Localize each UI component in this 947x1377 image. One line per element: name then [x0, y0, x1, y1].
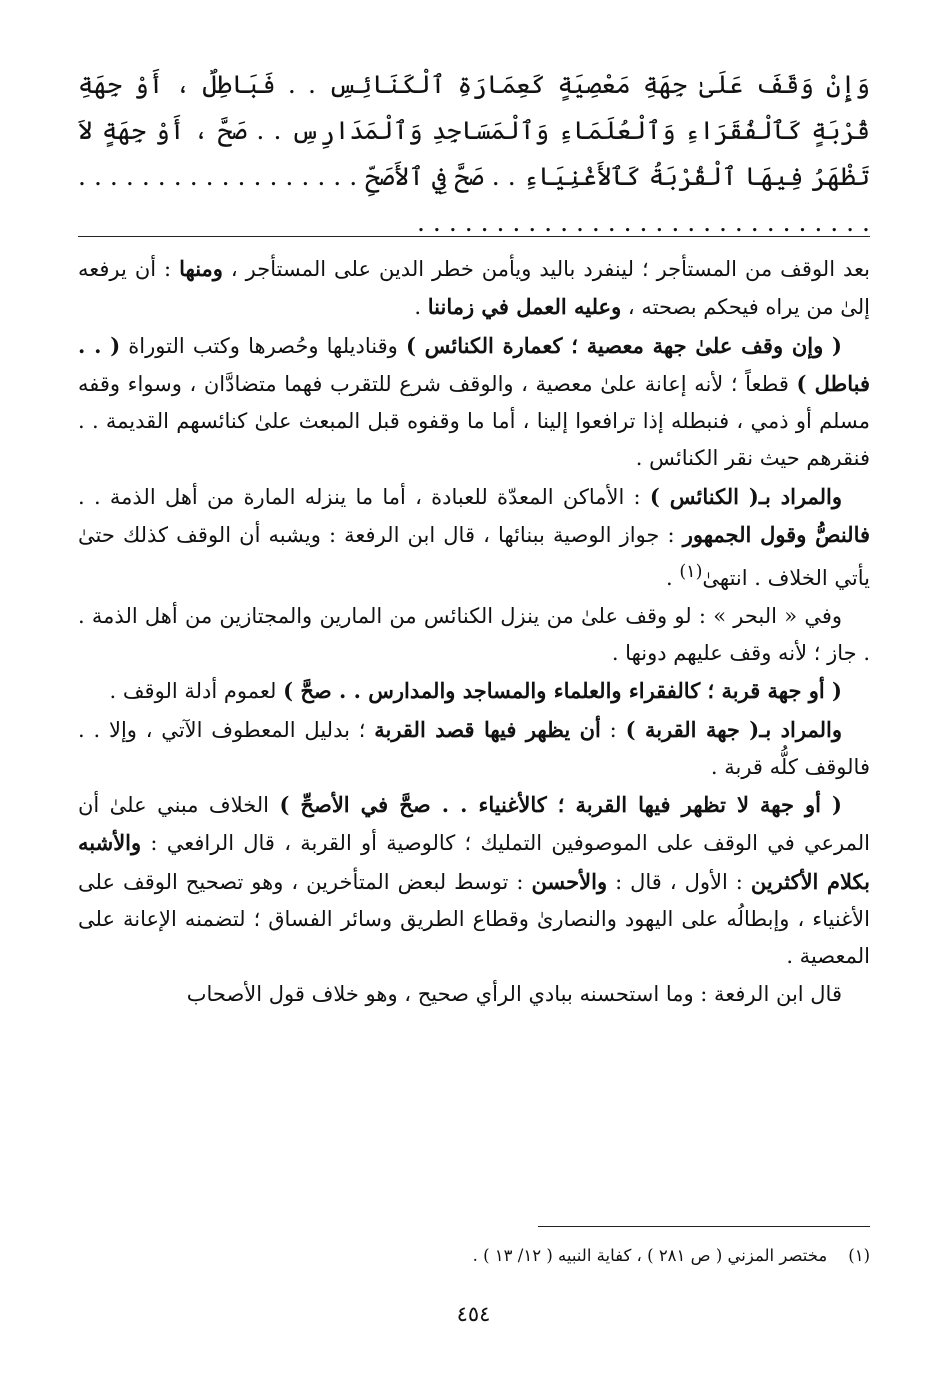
- bold-run: والأشبه بكلام الأكثرين: [78, 830, 870, 894]
- text-run: قال ابن الرفعة : وما استحسنه ببادي الرأي صحيح ، وهو خلاف قول الأصحاب: [186, 981, 842, 1006]
- bold-run: ( . . فباطل ): [78, 332, 870, 396]
- page-number: ٤٥٤: [456, 1302, 491, 1326]
- commentary-block: [78, 250, 870, 1013]
- text-run: .: [414, 295, 428, 320]
- text-run: :: [600, 717, 626, 742]
- text-run: بعد الوقف من المستأجر ؛ لينفرد باليد ويأمن خطر الدين على المستأجر ،: [222, 257, 870, 281]
- bold-run: فالنصُّ وقول الجمهور: [682, 522, 871, 548]
- text-run: وفي « البحر » : لو وقف علىٰ من ينزل الكنائس من المارين والمجتازين من أهل الذمة . . جاز ؛ لأنه وقف عليهم دونها .: [78, 603, 870, 665]
- text-run: الخلاف مبني علىٰ أن المرعي في الوقف على الموصوفين التمليك ؛ كالوصية أو القربة ، قال الرافعي :: [78, 793, 870, 856]
- text-run: لعموم أدلة الوقف .: [109, 679, 284, 704]
- bold-run: والمراد بـ( الكنائس ): [649, 483, 843, 509]
- matn-dots: . . . . . . . . . . . . . . . . . . . . . . . . . . . . . . . . . . . . . . . . . . . . . .: [78, 162, 870, 237]
- text-run: : الأول ، قال :: [607, 869, 751, 894]
- commentary-paragraph-5: [78, 672, 870, 710]
- commentary-paragraph-8: [78, 976, 870, 1013]
- text-run: ؛ بدليل المعطوف الآتي ، وإلا . . فالوقف كلُّه قربة .: [78, 717, 870, 779]
- footnote-number: (١): [848, 1246, 870, 1265]
- bold-run: أن يظهر فيها قصد القربة: [374, 716, 601, 742]
- bold-run: ( أو جهة قربة ؛ كالفقراء والعلماء والمساجد والمدارس . . صحَّ ): [283, 678, 842, 704]
- bold-run: ( أو جهة لا تظهر فيها القربة ؛ كالأغنياء . . صحَّ في الأصحِّ ): [279, 792, 842, 818]
- text-run: : الأماكن المعدّة للعبادة ، أما ما ينزله المارة من أهل الذمة . .: [78, 484, 650, 509]
- text-run: : أن يرفعه إلىٰ من يراه فيحكم بصحته ،: [78, 257, 870, 320]
- bold-run: والأحسن: [531, 868, 608, 894]
- bold-run: ومنها: [179, 256, 223, 281]
- bold-run: وعليه العمل في زماننا: [427, 294, 622, 320]
- commentary-paragraph-7: [78, 786, 870, 975]
- footnote-separator-line: [538, 1226, 870, 1227]
- bold-run: والمراد بـ( جهة القربة ): [625, 716, 842, 742]
- matn-text: [78, 62, 870, 246]
- matn-line-3: ٱلأَصَحِّ .: [349, 162, 424, 191]
- commentary-paragraph-1: [78, 250, 870, 327]
- text-run: : توسط لبعض المتأخرين ، وهو تصحيح الوقف على الأغنياء ، وإبطالُه على اليهود والنصارىٰ وقطاع الطريق وسائر الفساق ؛ لتضمنه الإعانة على المعصية .: [78, 869, 870, 969]
- footnote: [78, 1244, 870, 1268]
- matn-line-1: وَإِنْ وَقَفَ عَلَىٰ جِهَةِ مَعْصِيَةٍ كَعِمَارَةِ ٱلْكَنَائِسِ . . فَبَاطِلٌ ، أَوْ جِهَةِ قُرْبَةٍ كَٱلْفُقَرَاءِ وَٱلْعُلَمَاءِ: [78, 70, 870, 145]
- commentary-paragraph-6: [78, 711, 870, 787]
- commentary-paragraph-2: [78, 327, 870, 478]
- commentary-paragraph-4: [78, 598, 870, 673]
- bold-run: ( وإن وقف علىٰ جهة معصية ؛ كعمارة الكنائس ): [405, 332, 842, 358]
- text-run: قطعاً ؛ لأنه إعانة علىٰ معصية ، والوقف شرع للتقرب فهما متضادَّان ، وسواء وقفه مسلم أو ذمي ، فنبطله إذا ترافعوا إلينا ، أما ما وقفوه قبل المبعث علىٰ كنائسهم القديمة . . فنقرهم حيث نقر الكنائس .: [78, 371, 870, 471]
- matn-separator-line: [78, 236, 870, 237]
- matn-block: [78, 62, 870, 246]
- text-run: .: [665, 566, 680, 591]
- footnote-text: مختصر المزني ( ص ٢٨١ ) ، كفاية النبيه ( ١٢/ ١٣ ) .: [472, 1246, 828, 1265]
- commentary-paragraph-3: [78, 478, 870, 598]
- text-run: : جواز الوصية ببنائها ، قال ابن الرفعة : ويشبه أن الوقف كذلك حتىٰ يأتي الخلاف . انتهىٰ: [78, 523, 870, 591]
- text-run: وقناديلها وحُصرها وكتب التوراة: [120, 333, 406, 358]
- matn-line-2: وَٱلْمَسَاجِدِ وَٱلْمَدَارِسِ . . صَحَّ ، أَوْ جِهَةٍ لاَ تَظْهَرُ فِيهَا ٱلْقُرْبَةُ كَٱلأَغْنِيَاءِ . . صَحَّ فِي: [78, 116, 870, 191]
- footnote-reference[interactable]: (١): [679, 562, 703, 583]
